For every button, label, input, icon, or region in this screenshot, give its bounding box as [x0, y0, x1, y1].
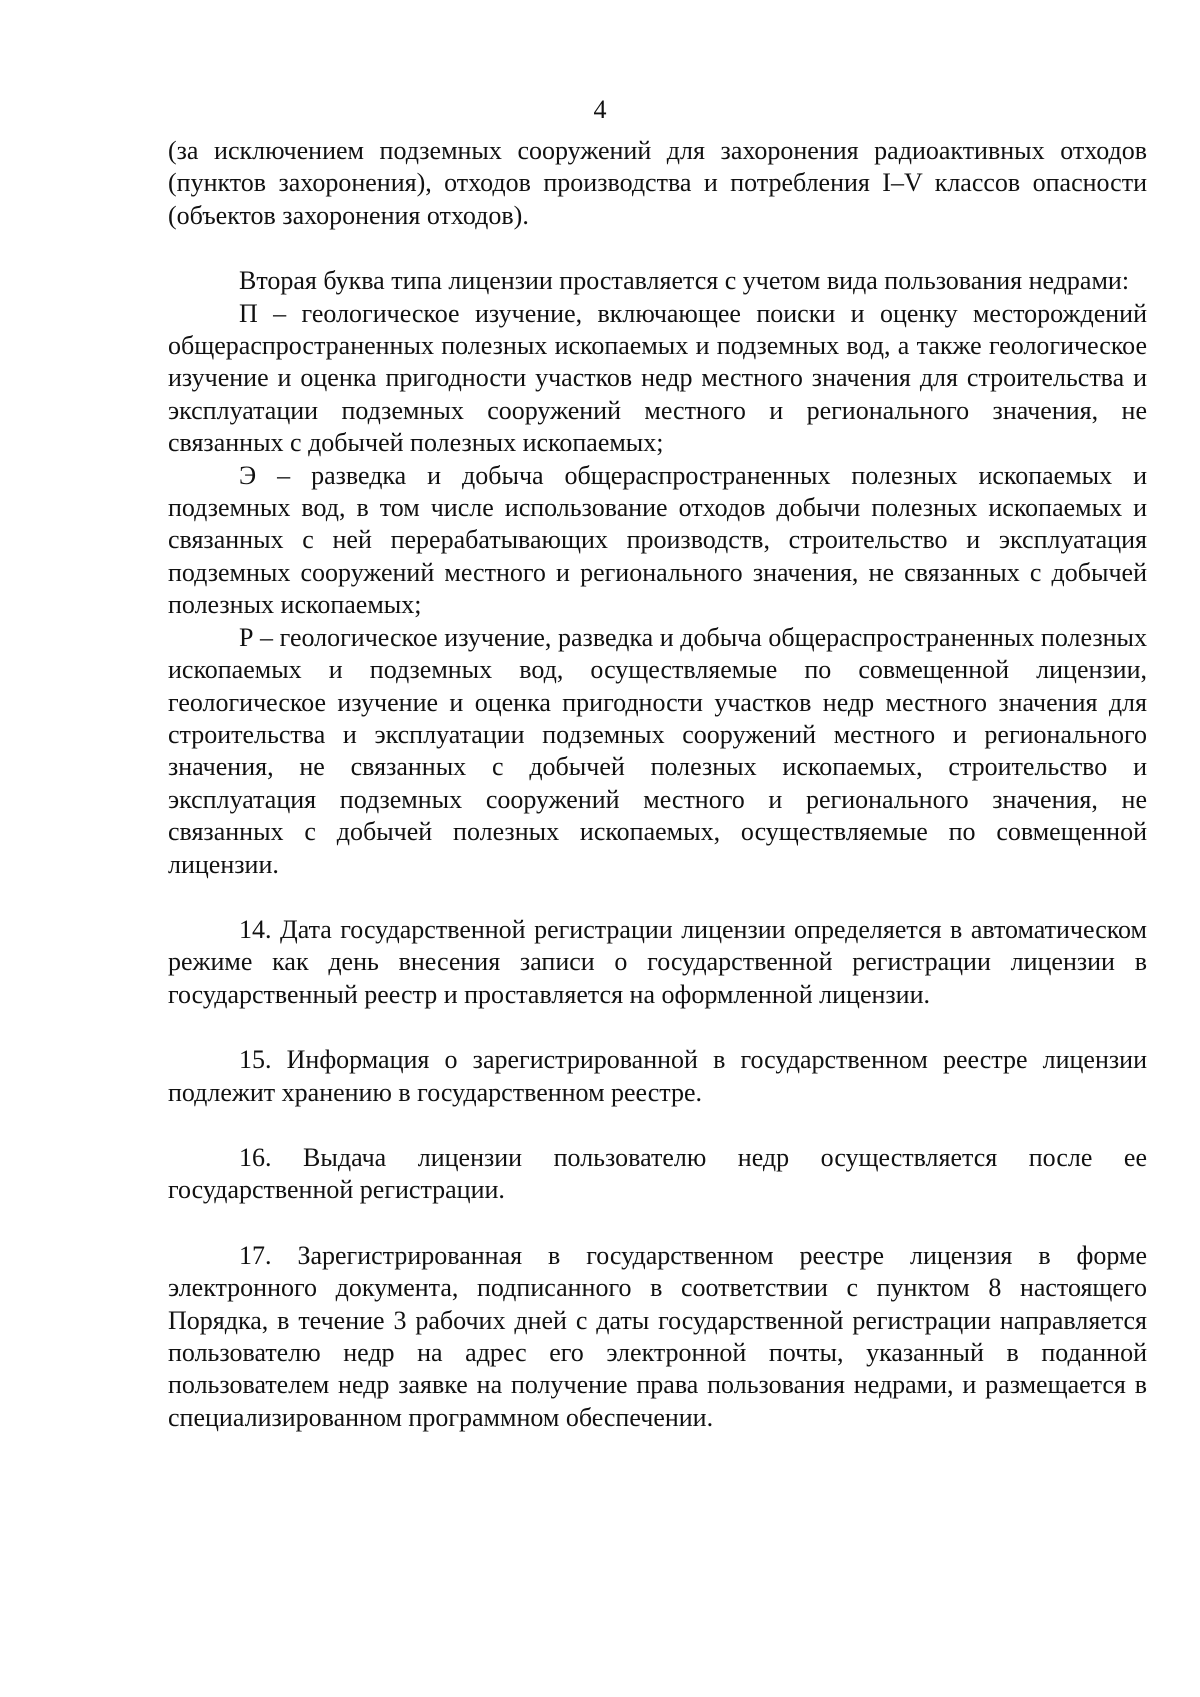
paragraph-second-letter-intro: Вторая буква типа лицензии проставляется с учетом вида пользования недрами: [239, 266, 1130, 296]
paragraph-type-r: Р – геологическое изучение, разведка и добыча общераспространенных полезных ископаемых и подземных вод, осуществляемые по совмещенной лицензии, геологическое изучение и оценка пригодности участков недр местного значения для строительства и эксплуатации подземных сооружений местного и регионального значения, не связанных с добычей полезных ископаемых, строительство и эксплуатация подземных сооружений местного и регионального значения, не связанных с добычей полезных ископаемых, осуществляемые по совмещенной лицензии. [168, 622, 1147, 879]
page-number: 4 [593, 95, 607, 124]
paragraph-item-15: 15. Информация о зарегистрированной в государственном реестре лицензии подлежит хранению в государственном реестре. [168, 1045, 1147, 1107]
paragraph-item-14: 14. Дата государственной регистрации лицензии определяется в автоматическом режиме как день внесения записи о государственной регистрации лицензии в государственный реестр и проставляется на оформленной лицензии. [168, 914, 1147, 1009]
paragraph-continuation: (за исключением подземных сооружений для захоронения радиоактивных отходов (пунктов захоронения), отходов производства и потребления I–V классов опасности (объектов захоронения отходов). [168, 136, 1147, 230]
paragraph-item-16: 16. Выдача лицензии пользователю недр осуществляется после ее государственной регистрации. [168, 1142, 1147, 1205]
document-body [168, 135, 1147, 1434]
paragraph-type-e: Э – разведка и добыча общераспространенных полезных ископаемых и подземных вод, в том числе использование отходов добычи полезных ископаемых и связанных с ней перерабатывающих производств, строительство и эксплуатация подземных сооружений местного и регионального значения, не связанных с добычей полезных ископаемых; [168, 460, 1147, 620]
paragraph-item-17: 17. Зарегистрированная в государственном реестре лицензия в форме электронного документа, подписанного в соответствии с пунктом 8 настоящего Порядка, в течение 3 рабочих дней с даты государственной регистрации направляется пользователю недр на адрес его электронной почты, указанный в поданной пользователем недр заявке на получение права пользования недрами, и размещается в специализированном программном обеспечении. [168, 1240, 1147, 1432]
paragraph-type-p: П – геологическое изучение, включающее поиски и оценку месторождений общераспространенных полезных ископаемых и подземных вод, а также геологическое изучение и оценка пригодности участков недр местного значения для строительства и эксплуатации подземных сооружений местного и регионального значения, не связанных с добычей полезных ископаемых; [168, 298, 1147, 458]
